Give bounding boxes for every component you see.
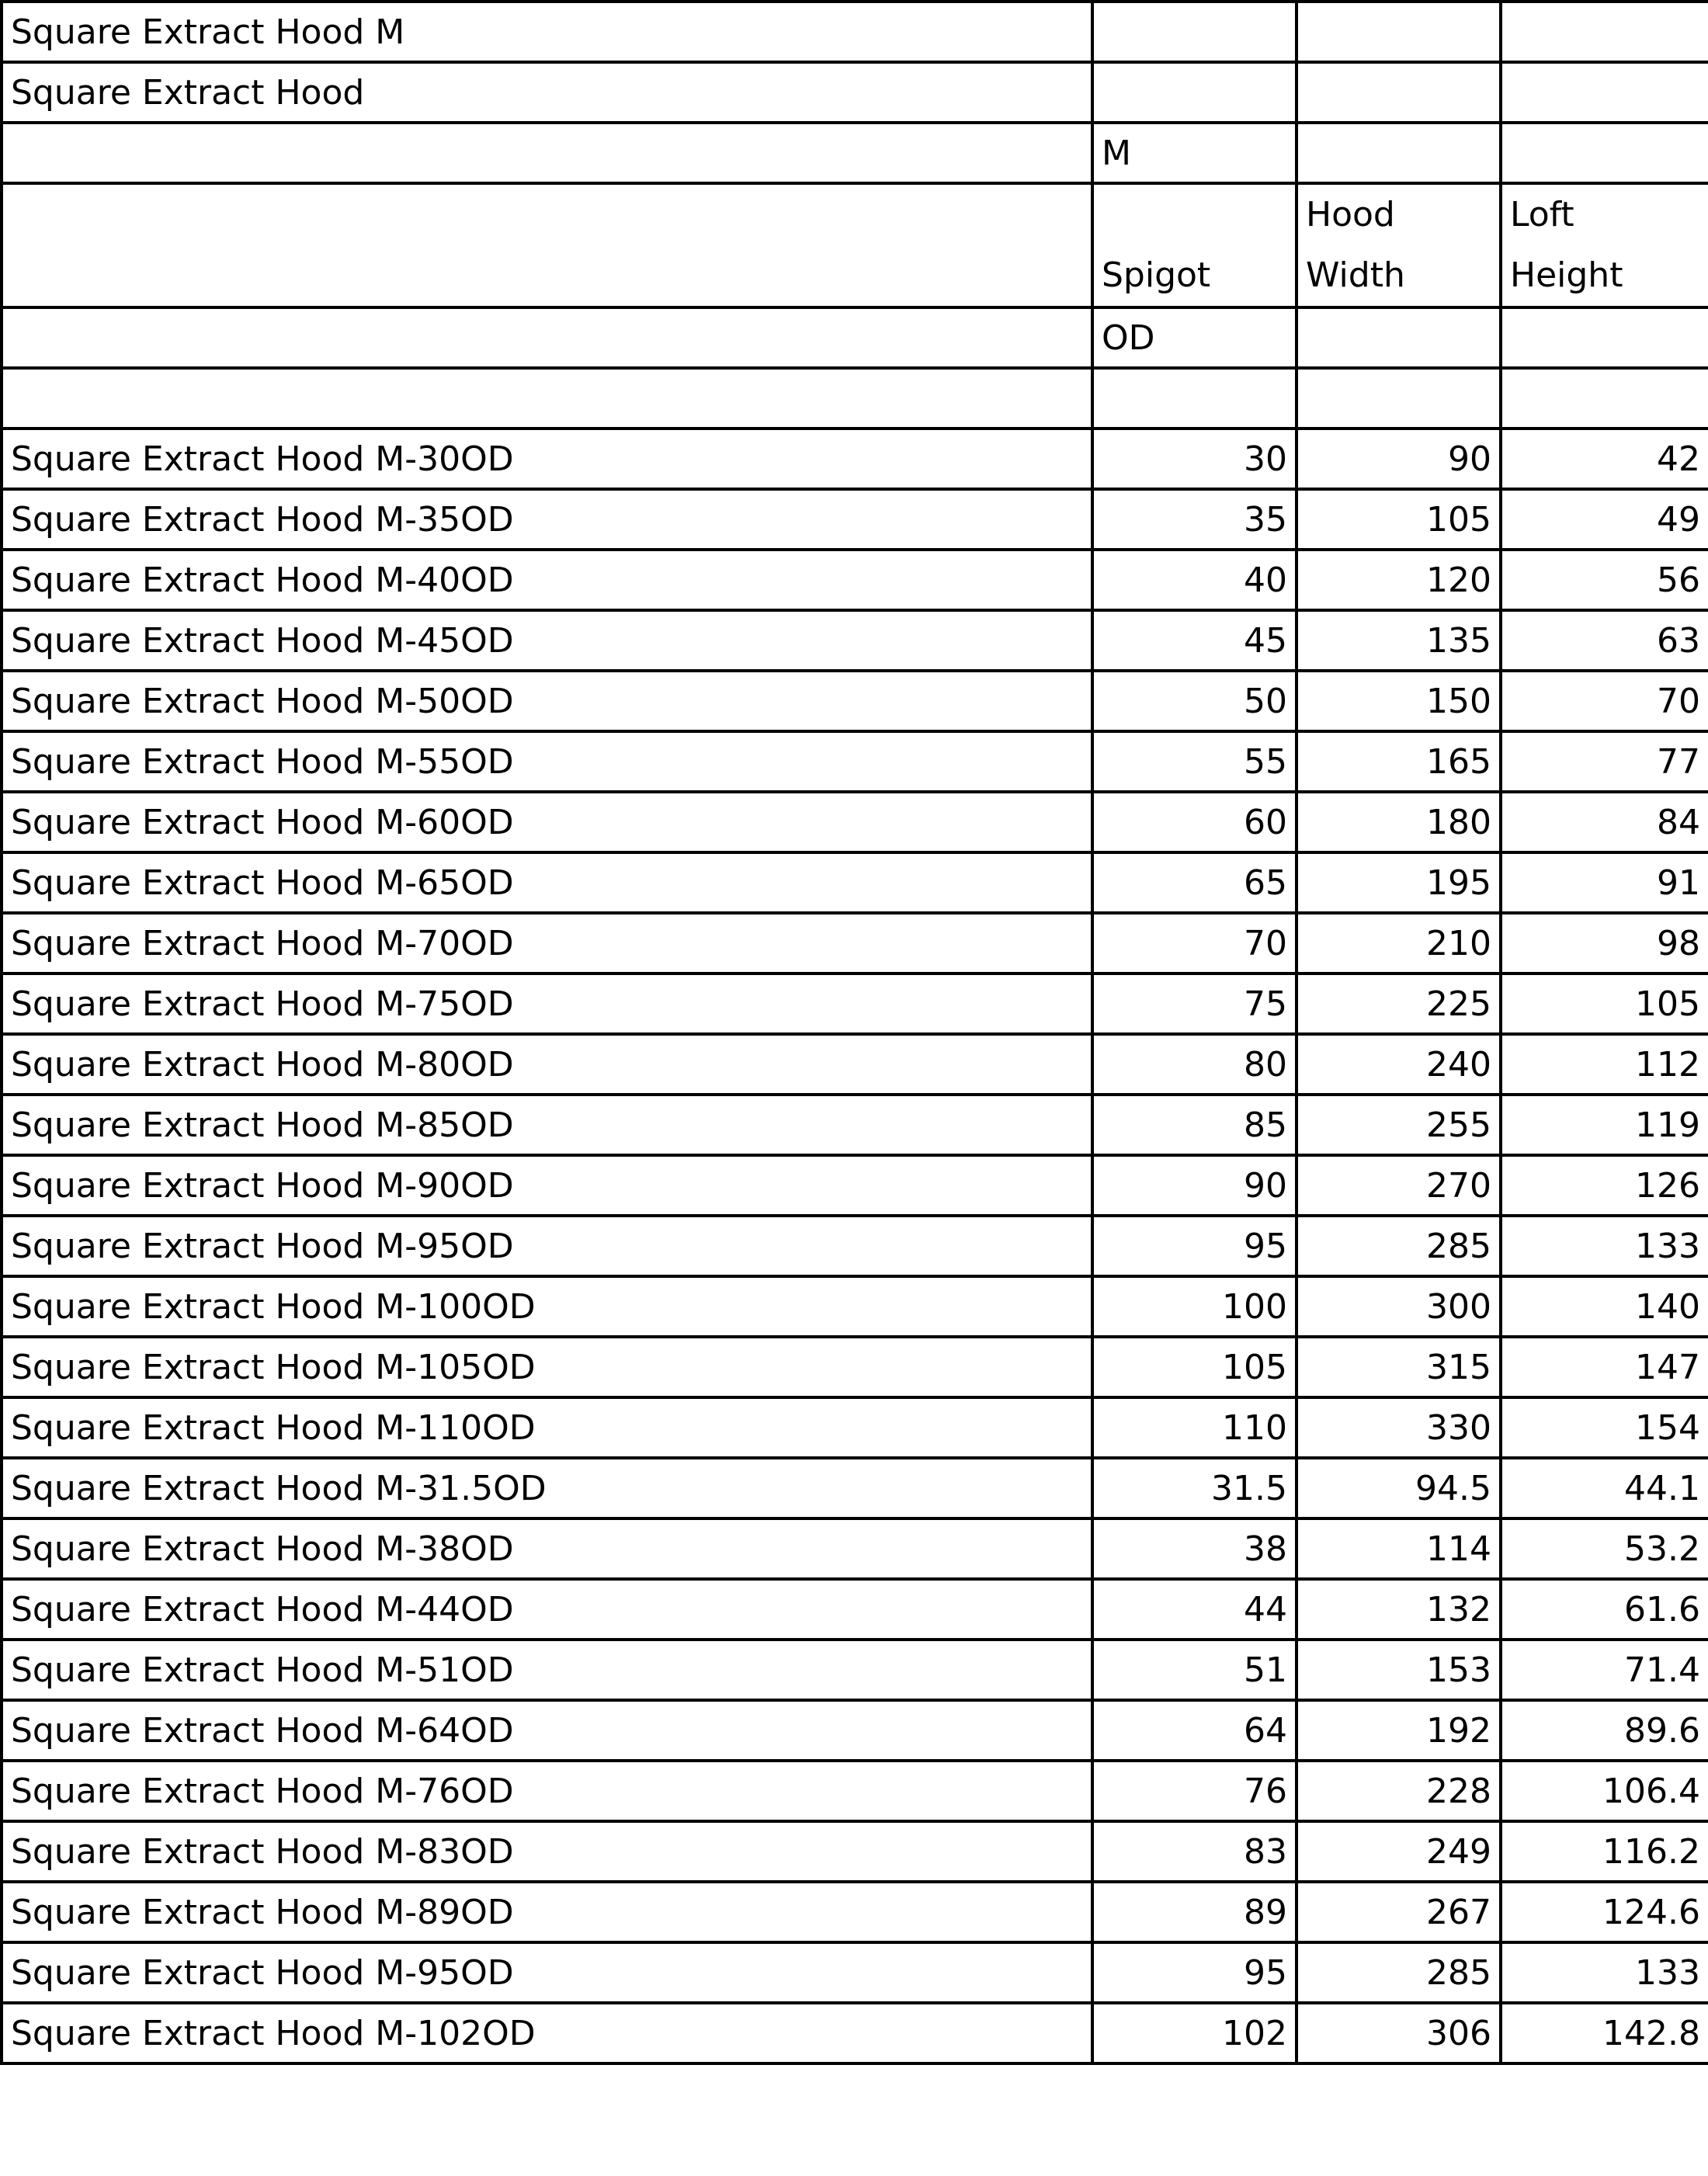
product-name-cell[interactable]: Square Extract Hood M-85OD	[2, 1095, 1092, 1155]
loft-height-header-line2: Height	[1510, 255, 1623, 295]
hood-width-cell[interactable]: 285	[1297, 1942, 1501, 2003]
loft-height-cell[interactable]: 89.6	[1501, 1700, 1708, 1761]
spigot-od-cell[interactable]: 85	[1092, 1095, 1297, 1155]
spigot-od-cell[interactable]: 75	[1092, 973, 1297, 1034]
spigot-od-cell[interactable]: 55	[1092, 731, 1297, 792]
product-name-cell[interactable]: Square Extract Hood M-44OD	[2, 1579, 1092, 1640]
hood-width-cell[interactable]: 132	[1297, 1579, 1501, 1640]
hood-width-header-line1: Hood	[1306, 195, 1395, 234]
table-row	[2, 1882, 1708, 1942]
hood-width-cell[interactable]: 165	[1297, 731, 1501, 792]
table-row	[2, 1821, 1708, 1882]
loft-height-header-line1: Loft	[1510, 195, 1574, 234]
header-row-labels	[2, 183, 1708, 307]
table-row	[2, 973, 1708, 1034]
empty-cell[interactable]	[1501, 62, 1708, 123]
loft-height-cell[interactable]: 106.4	[1501, 1761, 1708, 1821]
empty-cell[interactable]	[1297, 62, 1501, 123]
spigot-od-cell[interactable]: 95	[1092, 1942, 1297, 2003]
table-row	[2, 610, 1708, 671]
hood-width-cell[interactable]: 94.5	[1297, 1458, 1501, 1518]
spigot-prefix-cell[interactable]: M	[1092, 123, 1297, 183]
table-row	[2, 1458, 1708, 1518]
loft-height-header-cell[interactable]	[1501, 183, 1708, 307]
product-name-cell[interactable]: Square Extract Hood M-40OD	[2, 550, 1092, 610]
table-row	[2, 1276, 1708, 1337]
product-name-cell[interactable]: Square Extract Hood M-45OD	[2, 610, 1092, 671]
table-row	[2, 1337, 1708, 1397]
hood-width-cell[interactable]: 195	[1297, 852, 1501, 913]
loft-height-cell[interactable]: 105	[1501, 973, 1708, 1034]
hood-width-cell[interactable]: 330	[1297, 1397, 1501, 1458]
table-row	[2, 1216, 1708, 1276]
loft-height-cell[interactable]: 71.4	[1501, 1640, 1708, 1700]
title-row	[2, 2, 1708, 62]
spigot-od-cell[interactable]: 64	[1092, 1700, 1297, 1761]
loft-height-cell[interactable]: 126	[1501, 1155, 1708, 1216]
loft-height-cell[interactable]: 42	[1501, 429, 1708, 489]
spigot-header-label: Spigot	[1102, 255, 1211, 295]
table-row	[2, 489, 1708, 550]
spigot-od-cell[interactable]: 50	[1092, 671, 1297, 731]
spigot-od-cell[interactable]: 30	[1092, 429, 1297, 489]
empty-cell[interactable]	[1501, 368, 1708, 429]
spigot-od-cell[interactable]: 80	[1092, 1034, 1297, 1095]
product-name-cell[interactable]: Square Extract Hood M-89OD	[2, 1882, 1092, 1942]
product-name-cell[interactable]: Square Extract Hood M-102OD	[2, 2003, 1092, 2063]
product-name-cell[interactable]: Square Extract Hood M-110OD	[2, 1397, 1092, 1458]
header-row-prefix	[2, 123, 1708, 183]
spigot-header-cell[interactable]	[1092, 183, 1297, 307]
loft-height-cell[interactable]: 91	[1501, 852, 1708, 913]
hood-width-cell[interactable]: 90	[1297, 429, 1501, 489]
loft-height-cell[interactable]: 70	[1501, 671, 1708, 731]
product-name-cell[interactable]: Square Extract Hood M-105OD	[2, 1337, 1092, 1397]
product-name-cell[interactable]: Square Extract Hood M-100OD	[2, 1276, 1092, 1337]
product-name-cell[interactable]: Square Extract Hood M-95OD	[2, 1216, 1092, 1276]
table-row	[2, 1700, 1708, 1761]
hood-width-cell[interactable]: 120	[1297, 550, 1501, 610]
spigot-od-cell[interactable]: 95	[1092, 1216, 1297, 1276]
spigot-od-cell[interactable]: 51	[1092, 1640, 1297, 1700]
table-row	[2, 1761, 1708, 1821]
empty-cell[interactable]	[1297, 2, 1501, 62]
product-name-cell[interactable]: Square Extract Hood M-83OD	[2, 1821, 1092, 1882]
empty-cell[interactable]	[1297, 307, 1501, 368]
table-row	[2, 1579, 1708, 1640]
loft-height-cell[interactable]: 63	[1501, 610, 1708, 671]
empty-cell[interactable]	[1092, 2, 1297, 62]
loft-height-cell[interactable]: 142.8	[1501, 2003, 1708, 2063]
loft-height-cell[interactable]: 133	[1501, 1942, 1708, 2003]
spigot-od-cell[interactable]: 76	[1092, 1761, 1297, 1821]
loft-height-cell[interactable]: 147	[1501, 1337, 1708, 1397]
hood-width-cell[interactable]: 267	[1297, 1882, 1501, 1942]
spigot-od-cell[interactable]: 89	[1092, 1882, 1297, 1942]
hood-width-cell[interactable]: 180	[1297, 792, 1501, 852]
empty-cell[interactable]	[1501, 307, 1708, 368]
loft-height-cell[interactable]: 61.6	[1501, 1579, 1708, 1640]
loft-height-cell[interactable]: 84	[1501, 792, 1708, 852]
spigot-od-cell[interactable]: 35	[1092, 489, 1297, 550]
product-name-cell[interactable]: Square Extract Hood M-30OD	[2, 429, 1092, 489]
hood-width-cell[interactable]: 210	[1297, 913, 1501, 973]
hood-width-cell[interactable]: 228	[1297, 1761, 1501, 1821]
hood-width-cell[interactable]: 249	[1297, 1821, 1501, 1882]
header-row-suffix	[2, 307, 1708, 368]
empty-cell[interactable]	[2, 307, 1092, 368]
spigot-od-cell[interactable]: 40	[1092, 550, 1297, 610]
spigot-od-cell[interactable]: 110	[1092, 1397, 1297, 1458]
spigot-od-cell[interactable]: 90	[1092, 1155, 1297, 1216]
loft-height-cell[interactable]: 56	[1501, 550, 1708, 610]
spigot-od-cell[interactable]: 31.5	[1092, 1458, 1297, 1518]
table-row	[2, 1640, 1708, 1700]
loft-height-cell[interactable]: 154	[1501, 1397, 1708, 1458]
product-name-cell[interactable]: Square Extract Hood M-65OD	[2, 852, 1092, 913]
empty-cell[interactable]	[2, 183, 1092, 307]
hood-width-cell[interactable]: 153	[1297, 1640, 1501, 1700]
hood-width-cell[interactable]: 285	[1297, 1216, 1501, 1276]
empty-cell[interactable]	[2, 123, 1092, 183]
hood-width-cell[interactable]: 306	[1297, 2003, 1501, 2063]
product-name-cell[interactable]: Square Extract Hood M-64OD	[2, 1700, 1092, 1761]
spigot-od-cell[interactable]: 60	[1092, 792, 1297, 852]
table-row	[2, 1034, 1708, 1095]
loft-height-cell[interactable]: 112	[1501, 1034, 1708, 1095]
product-name-cell[interactable]: Square Extract Hood M-55OD	[2, 731, 1092, 792]
loft-height-cell[interactable]: 44.1	[1501, 1458, 1708, 1518]
spigot-od-cell[interactable]: 45	[1092, 610, 1297, 671]
product-name-cell[interactable]: Square Extract Hood M-51OD	[2, 1640, 1092, 1700]
spigot-od-cell[interactable]: 105	[1092, 1337, 1297, 1397]
hood-width-cell[interactable]: 240	[1297, 1034, 1501, 1095]
spigot-od-cell[interactable]: 65	[1092, 852, 1297, 913]
product-name-cell[interactable]: Square Extract Hood M-35OD	[2, 489, 1092, 550]
title-cell[interactable]: Square Extract Hood M	[2, 2, 1092, 62]
loft-height-cell[interactable]: 119	[1501, 1095, 1708, 1155]
table-row	[2, 913, 1708, 973]
spigot-header-blank	[1102, 185, 1287, 245]
hood-width-cell[interactable]: 150	[1297, 671, 1501, 731]
loft-height-cell[interactable]: 53.2	[1501, 1518, 1708, 1579]
loft-height-cell[interactable]: 98	[1501, 913, 1708, 973]
table-row	[2, 852, 1708, 913]
table-row	[2, 1518, 1708, 1579]
hood-width-header-cell[interactable]	[1297, 183, 1501, 307]
product-name-cell[interactable]: Square Extract Hood M-80OD	[2, 1034, 1092, 1095]
product-name-cell[interactable]: Square Extract Hood M-75OD	[2, 973, 1092, 1034]
subtitle-row	[2, 62, 1708, 123]
hood-width-cell[interactable]: 315	[1297, 1337, 1501, 1397]
table-row	[2, 1942, 1708, 2003]
table-row	[2, 429, 1708, 489]
hood-width-cell[interactable]: 114	[1297, 1518, 1501, 1579]
hood-width-cell[interactable]: 192	[1297, 1700, 1501, 1761]
spigot-od-cell[interactable]: 70	[1092, 913, 1297, 973]
table-row	[2, 2003, 1708, 2063]
empty-cell[interactable]	[2, 368, 1092, 429]
hood-width-cell[interactable]: 255	[1297, 1095, 1501, 1155]
spigot-od-cell[interactable]: 83	[1092, 1821, 1297, 1882]
loft-height-cell[interactable]: 116.2	[1501, 1821, 1708, 1882]
hood-width-header-line2: Width	[1306, 255, 1405, 295]
loft-height-cell[interactable]: 49	[1501, 489, 1708, 550]
product-name-cell[interactable]: Square Extract Hood M-50OD	[2, 671, 1092, 731]
loft-height-cell[interactable]: 133	[1501, 1216, 1708, 1276]
hood-width-cell[interactable]: 135	[1297, 610, 1501, 671]
empty-cell[interactable]	[1092, 62, 1297, 123]
empty-cell[interactable]	[1297, 123, 1501, 183]
loft-height-cell[interactable]: 140	[1501, 1276, 1708, 1337]
product-name-cell[interactable]: Square Extract Hood M-76OD	[2, 1761, 1092, 1821]
spigot-od-cell[interactable]: 100	[1092, 1276, 1297, 1337]
hood-width-cell[interactable]: 225	[1297, 973, 1501, 1034]
subtitle-cell[interactable]: Square Extract Hood	[2, 62, 1092, 123]
table-row	[2, 731, 1708, 792]
empty-cell[interactable]	[1501, 2, 1708, 62]
loft-height-cell[interactable]: 77	[1501, 731, 1708, 792]
table-row	[2, 1155, 1708, 1216]
product-name-cell[interactable]: Square Extract Hood M-38OD	[2, 1518, 1092, 1579]
loft-height-cell[interactable]: 124.6	[1501, 1882, 1708, 1942]
product-name-cell[interactable]: Square Extract Hood M-60OD	[2, 792, 1092, 852]
spigot-od-cell[interactable]: 44	[1092, 1579, 1297, 1640]
product-name-cell[interactable]: Square Extract Hood M-31.5OD	[2, 1458, 1092, 1518]
product-name-cell[interactable]: Square Extract Hood M-90OD	[2, 1155, 1092, 1216]
empty-cell[interactable]	[1297, 368, 1501, 429]
empty-cell[interactable]	[1092, 368, 1297, 429]
table-row	[2, 671, 1708, 731]
hood-width-cell[interactable]: 300	[1297, 1276, 1501, 1337]
hood-width-cell[interactable]: 105	[1297, 489, 1501, 550]
spigot-od-cell[interactable]: 38	[1092, 1518, 1297, 1579]
table-row	[2, 1397, 1708, 1458]
table-row	[2, 1095, 1708, 1155]
spigot-od-cell[interactable]: 102	[1092, 2003, 1297, 2063]
product-name-cell[interactable]: Square Extract Hood M-70OD	[2, 913, 1092, 973]
table-row	[2, 792, 1708, 852]
spigot-suffix-cell[interactable]: OD	[1092, 307, 1297, 368]
table-row	[2, 550, 1708, 610]
product-name-cell[interactable]: Square Extract Hood M-95OD	[2, 1942, 1092, 2003]
empty-cell[interactable]	[1501, 123, 1708, 183]
blank-row	[2, 368, 1708, 429]
hood-width-cell[interactable]: 270	[1297, 1155, 1501, 1216]
spreadsheet-body	[2, 2, 1708, 2063]
